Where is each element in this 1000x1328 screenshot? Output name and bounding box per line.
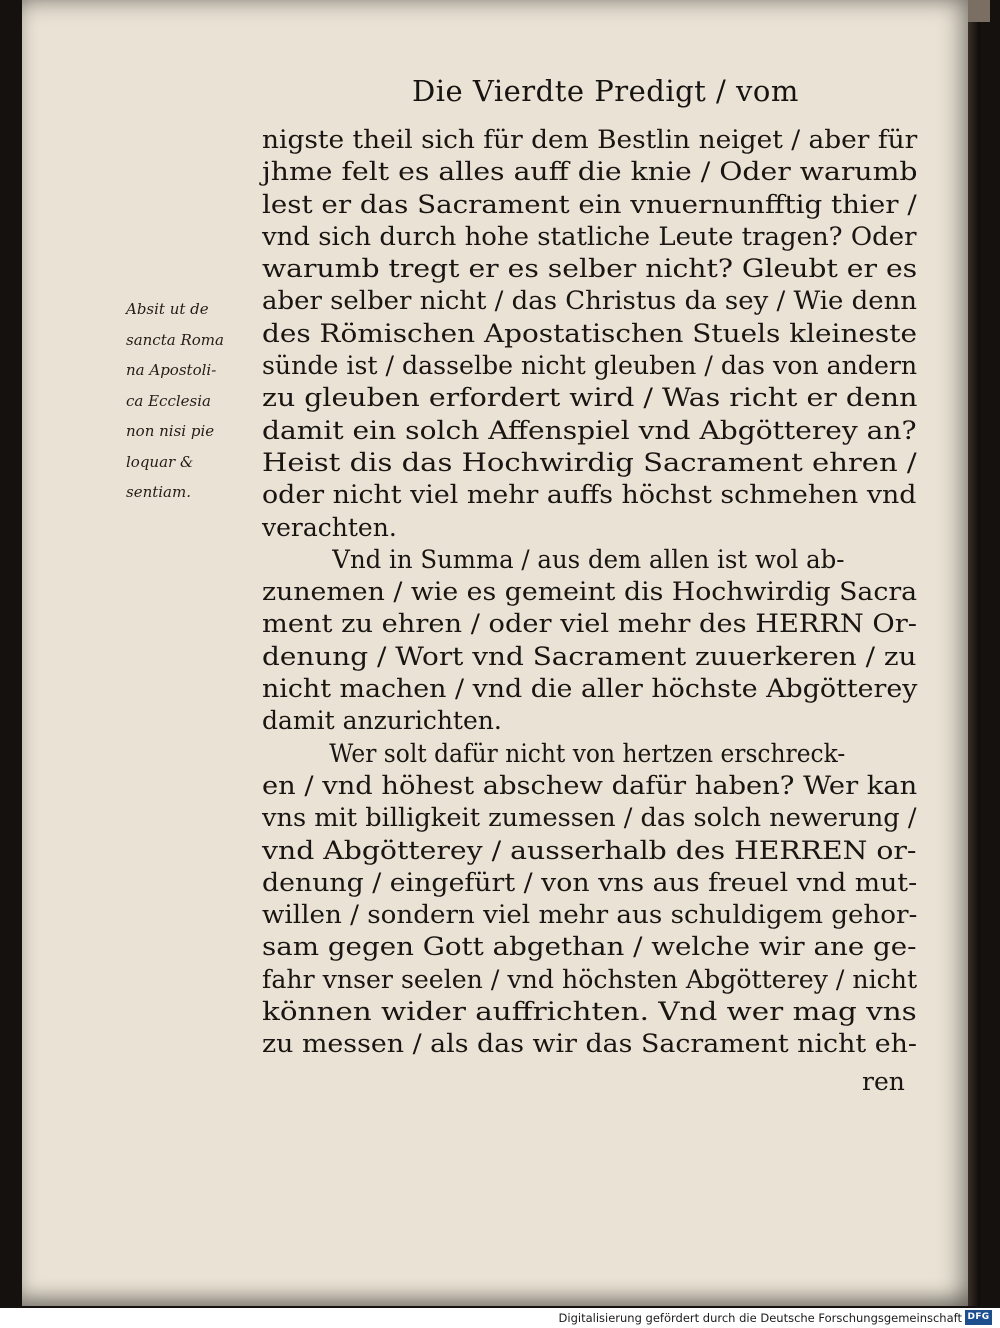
text-line: denung / eingefürt / von vns aus freuel vnd mut- xyxy=(262,867,918,897)
marginal-note-line: non nisi pie xyxy=(126,422,215,440)
text-line: des Römischen Apostatischen Stuels kleineste xyxy=(262,318,917,348)
text-line: vns mit billigkeit zumessen / das solch newerung / xyxy=(262,803,917,833)
text-line: damit ein solch Affenspiel vnd Abgötterey an? xyxy=(262,415,917,445)
text-line: aber selber nicht / das Christus da sey / Wie denn xyxy=(262,286,918,316)
catchword: ren xyxy=(862,1067,905,1096)
text-line: vnd sich durch hohe statliche Leute tragen? Oder xyxy=(262,221,917,251)
text-line: können wider auffrichten. Vnd wer mag vns xyxy=(262,997,917,1027)
scan-corner-clip xyxy=(968,0,990,22)
body-text xyxy=(262,124,932,1061)
marginal-note-line: sentiam. xyxy=(126,483,191,501)
marginal-note-line: sancta Roma xyxy=(126,330,224,349)
text-line: jhme felt es alles auff die knie / Oder warumb xyxy=(262,157,918,187)
text-line: willen / sondern viel mehr aus schuldigem gehor- xyxy=(262,900,918,930)
text-line: verachten. xyxy=(262,512,397,542)
text-line: Wer solt dafür nicht von hertzen erschreck- xyxy=(329,738,846,768)
funding-credit: Digitalisierung gefördert durch die Deutsche Forschungsgemeinschaft xyxy=(558,1311,962,1325)
text-line: ment zu ehren / oder viel mehr des HERRN Or- xyxy=(262,609,917,639)
page-edge-shadow xyxy=(968,0,980,1306)
running-head: Die Vierdte Predigt / vom xyxy=(412,74,799,108)
text-line: sünde ist / dasselbe nicht gleuben / das von andern xyxy=(262,351,918,381)
text-line: denung / Wort vnd Sacrament zuuerkeren / zu xyxy=(262,641,917,671)
text-line: damit anzurichten. xyxy=(262,706,502,736)
marginal-note-line: Absit ut de xyxy=(126,300,209,318)
text-line: lest er das Sacrament ein vnuernunfftig thier / xyxy=(262,189,917,219)
text-line: zunemen / wie es gemeint dis Hochwirdig Sacra xyxy=(262,577,918,607)
text-line: vnd Abgötterey / ausserhalb des HERREN or- xyxy=(262,835,917,865)
text-line: oder nicht viel mehr auffs höchst schmehen vnd xyxy=(262,480,917,510)
text-line: Vnd in Summa / aus dem allen ist wol ab- xyxy=(332,544,845,574)
text-line: zu messen / als das wir das Sacrament nicht eh- xyxy=(262,1029,917,1059)
text-line: sam gegen Gott abgethan / welche wir ane ge- xyxy=(262,932,917,962)
book-page xyxy=(22,0,980,1306)
dfg-logo: DFG xyxy=(965,1310,992,1325)
text-line: zu gleuben erfordert wird / Was richt er denn xyxy=(262,383,918,413)
marginal-note xyxy=(126,294,262,508)
text-line: fahr vnser seelen / vnd höchsten Abgötterey / nicht xyxy=(262,964,918,994)
text-line: en / vnd höhest abschew dafür haben? Wer kan xyxy=(262,770,918,800)
marginal-note-line: loquar & xyxy=(126,452,194,471)
marginal-note-line: ca Ecclesia xyxy=(126,391,211,410)
marginal-note-line: na Apostoli- xyxy=(126,361,217,379)
text-line: Heist dis das Hochwirdig Sacrament ehren / xyxy=(262,447,917,477)
text-line: nicht machen / vnd die aller höchste Abgötterey xyxy=(262,674,918,704)
text-line: warumb tregt er es selber nicht? Gleubt er es xyxy=(262,254,918,284)
text-line: nigste theil sich für dem Bestlin neiget / aber für xyxy=(262,125,918,154)
